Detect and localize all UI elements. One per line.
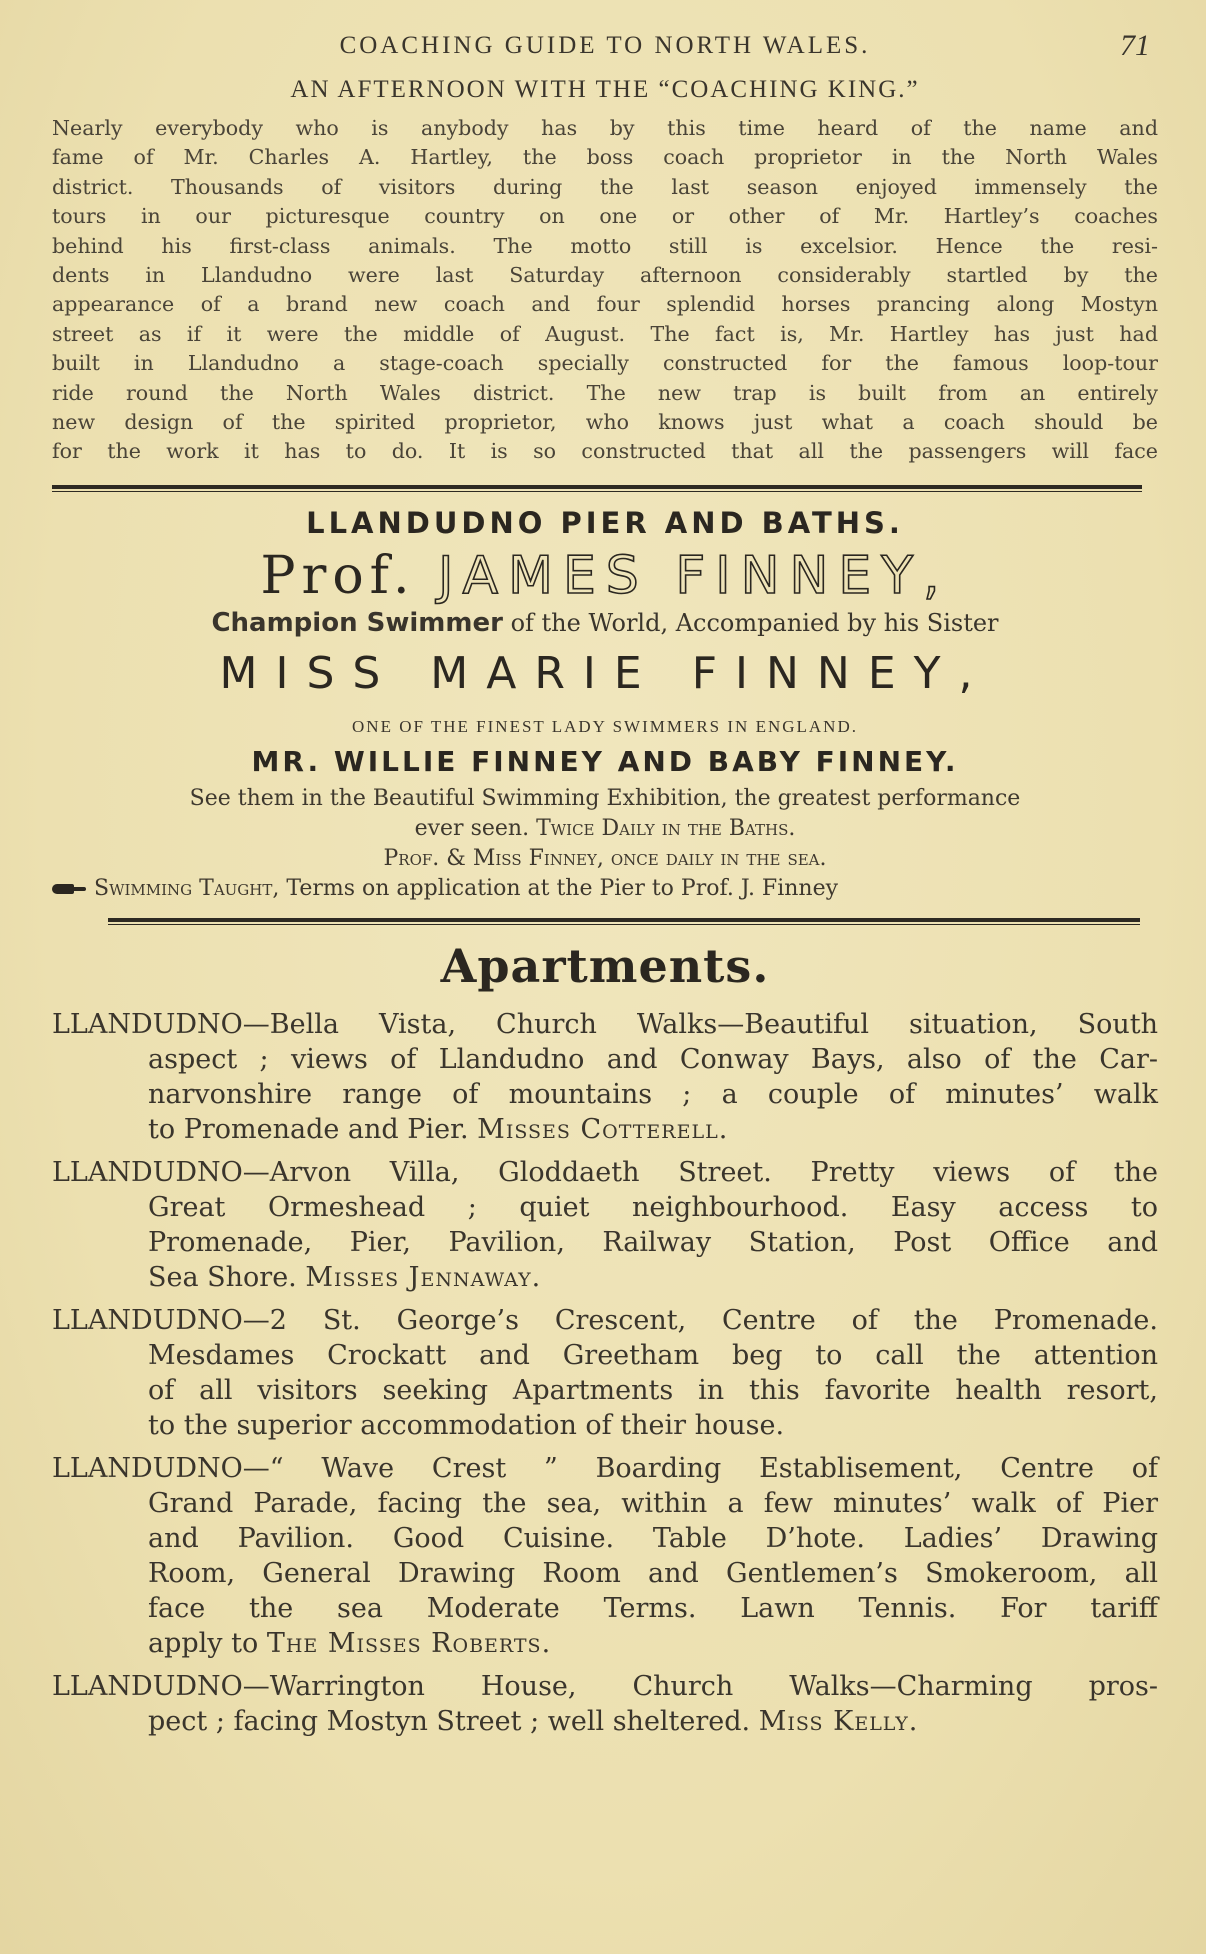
- listing-line: and Pavilion. Good Cuisine. Table D’hote. Ladies’ Drawing: [148, 1522, 1158, 1554]
- listing-item: [52, 1669, 1158, 1739]
- listing-owner: Misses Jennaway.: [305, 1261, 542, 1293]
- listing-line: [52, 1704, 1158, 1739]
- champion-rest: of the World, Accompanied by his Sister: [502, 608, 999, 637]
- listing-text: pect ; facing Mostyn Street ; well sheltered.: [148, 1705, 759, 1737]
- listing-item: [52, 1007, 1158, 1147]
- article-line: Nearly everybody who is anybody has by this time heard of the name and: [52, 116, 1158, 140]
- ad-line-swimming: [52, 874, 1158, 904]
- article-line: appearance of a brand new coach and four splendid horses prancing along Mostyn: [52, 292, 1158, 317]
- section-divider: [108, 918, 1140, 925]
- listing-line: Mesdames Crockatt and Greetham beg to call the attention: [148, 1339, 1158, 1371]
- listing-line: aspect ; views of Llandudno and Conway Bays, also of the Car-: [148, 1043, 1158, 1075]
- running-head: [52, 26, 1158, 66]
- listing-line: [52, 1260, 1158, 1295]
- sister-caption: ONE OF THE FINEST LADY SWIMMERS IN ENGLAND.: [352, 716, 858, 736]
- listing-line: LLANDUDNO—Bella Vista, Church Walks—Beautiful situation, South: [52, 1008, 1158, 1040]
- swimming-taught: Swimming Taught,: [94, 875, 280, 901]
- listing-item: [52, 1303, 1158, 1443]
- listing-line: [52, 1626, 1158, 1661]
- page-number: 71: [1120, 29, 1150, 62]
- pointing-hand-icon: [52, 880, 86, 898]
- prof-prefix: Prof.: [260, 545, 416, 606]
- apartments-heading: Apartments.: [440, 938, 770, 993]
- listing-line: [52, 1112, 1158, 1147]
- ad-line-twice-daily: [52, 814, 1158, 844]
- section-divider: [52, 485, 1142, 492]
- ad-line-exhibition: See them in the Beautiful Swimming Exhibition, the greatest performance: [189, 785, 1021, 811]
- listing-item: [52, 1451, 1158, 1661]
- listing-line: of all visitors seeking Apartments in this favorite health resort,: [148, 1374, 1158, 1406]
- listing-owner: The Misses Roberts.: [266, 1627, 552, 1659]
- article-line: ride round the North Wales district. The new trap is built from an entirely: [52, 380, 1158, 405]
- brothers-line: MR. WILLIE FINNEY AND BABY FINNEY.: [251, 744, 959, 778]
- ad-line-ever-seen: ever seen.: [414, 815, 537, 841]
- listing-text: to the superior accommodation of their house.: [148, 1409, 785, 1441]
- article-body: [52, 114, 1158, 467]
- prof-name: [52, 546, 1158, 606]
- listing-owner: Miss Kelly.: [758, 1705, 919, 1737]
- listing-line: LLANDUDNO—2 St. George’s Crescent, Centre of the Promenade.: [52, 1304, 1158, 1336]
- article-line: for the work it has to do. It is so constructed that all the passengers will face: [52, 439, 1158, 464]
- ad-heading: LLANDUDNO PIER AND BATHS.: [306, 505, 904, 540]
- listing-line: Room, General Drawing Room and Gentlemen’s Smokeroom, all: [148, 1557, 1158, 1589]
- listing-line: Promenade, Pier, Pavilion, Railway Station, Post Office and: [148, 1226, 1158, 1258]
- article-line: new design of the spirited proprietor, who knows just what a coach should be: [52, 410, 1158, 435]
- listing-text: apply to: [148, 1627, 267, 1659]
- article-line: behind his first-class animals. The motto still is excelsior. Hence the resi-: [52, 233, 1158, 258]
- article-line: tours in our picturesque country on one or other of Mr. Hartley’s coaches: [52, 204, 1158, 229]
- champion-title: Champion Swimmer: [211, 607, 503, 638]
- listing-text: to Promenade and Pier.: [148, 1113, 478, 1145]
- listing-line: narvonshire range of mountains ; a couple of minutes’ walk: [148, 1078, 1158, 1110]
- listing-line: Great Ormeshead ; quiet neighbourhood. Easy access to: [148, 1191, 1158, 1223]
- prof-name-text: JAMES FINNEY,: [438, 545, 950, 606]
- ad-details: [52, 784, 1158, 904]
- listing-item: [52, 1155, 1158, 1295]
- article-line: dents in Llandudno were last Saturday afternoon considerably startled by the: [52, 263, 1158, 288]
- listing-owner: Misses Cotterell.: [477, 1113, 729, 1145]
- ad-line-sea: Prof. & Miss Finney, once daily in the sea.: [383, 845, 827, 871]
- article-line: district. Thousands of visitors during the last season enjoyed immensely the: [52, 174, 1158, 199]
- champion-line: [52, 608, 1158, 638]
- running-title: COACHING GUIDE TO NORTH WALES.: [339, 32, 871, 59]
- listing-line: LLANDUDNO—“ Wave Crest ” Boarding Establisement, Centre of: [52, 1452, 1158, 1484]
- listing-line: LLANDUDNO—Warrington House, Church Walks—Charming pros-: [52, 1670, 1158, 1702]
- article-line: fame of Mr. Charles A. Hartley, the boss coach proprietor in the North Wales: [52, 145, 1158, 170]
- ad-line-baths: Twice Daily in the Baths.: [536, 815, 796, 841]
- listing-line: face the sea Moderate Terms. Lawn Tennis. For tariff: [148, 1592, 1158, 1624]
- pier-baths-advertisement: [52, 506, 1158, 904]
- sister-name: MISS MARIE FINNEY,: [219, 647, 991, 699]
- swimming-terms: Terms on application at the Pier to Prof. J. Finney: [279, 875, 839, 901]
- listing-line: LLANDUDNO—Arvon Villa, Gloddaeth Street. Pretty views of the: [52, 1156, 1158, 1188]
- listing-line: Grand Parade, facing the sea, within a few minutes’ walk of Pier: [148, 1487, 1158, 1519]
- article-line: built in Llandudno a stage-coach specially constructed for the famous loop-tour: [52, 351, 1158, 376]
- listing-line: [52, 1408, 1158, 1443]
- listing-text: Sea Shore.: [148, 1261, 306, 1293]
- article-line: street as if it were the middle of August. The fact is, Mr. Hartley has just had: [52, 321, 1158, 346]
- article-title: AN AFTERNOON WITH THE “COACHING KING.”: [290, 76, 920, 103]
